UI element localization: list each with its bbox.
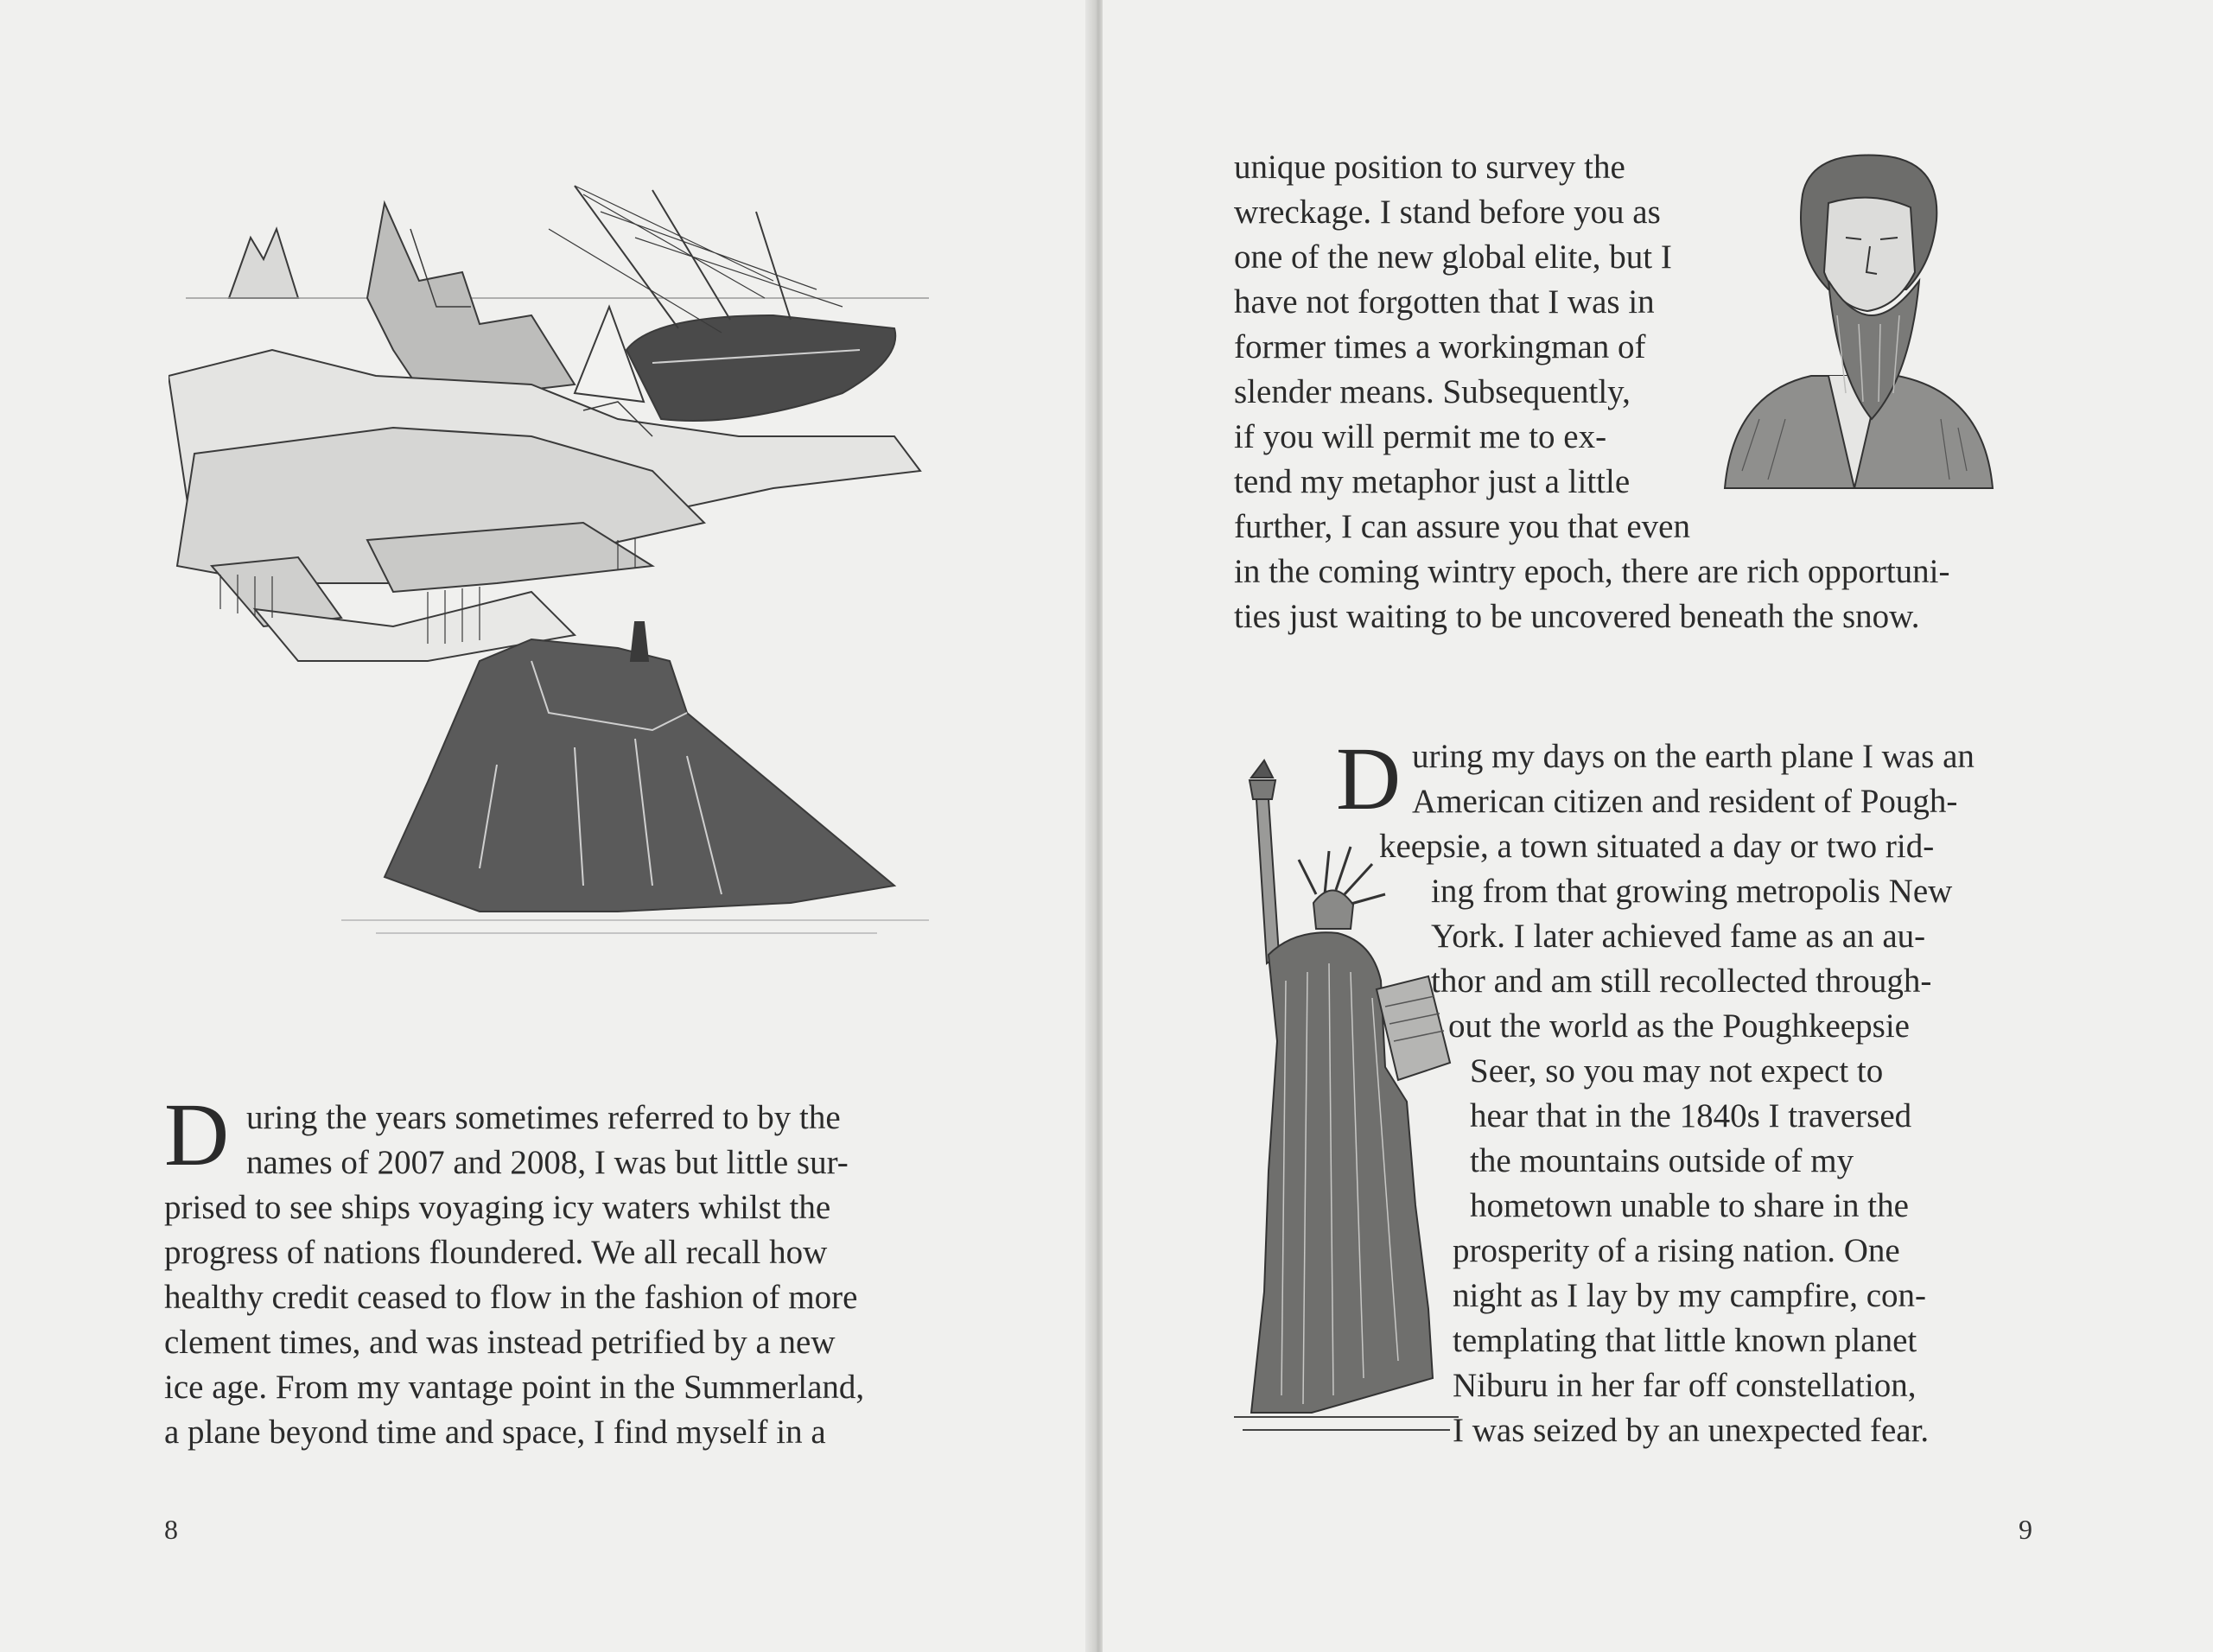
right-bottom-paragraph	[1336, 729, 1975, 1453]
text-line: one of the new global elite, but I	[1234, 238, 1672, 276]
left-page	[0, 0, 1094, 1652]
text-line: in the coming wintry epoch, there are rich opportuni-	[1234, 553, 1950, 590]
text-line: a plane beyond time and space, I find myself in a	[164, 1414, 826, 1451]
text-line: hear that in the 1840s I traversed	[1470, 1097, 1912, 1134]
text-line: further, I can assure you that even	[1234, 508, 1690, 545]
text-line: if you will permit me to ex-	[1234, 418, 1607, 455]
text-line: ties just waiting to be uncovered beneath the snow.	[1234, 598, 1920, 635]
text-line: keepsie, a town situated a day or two rid-	[1379, 828, 1935, 865]
text-line: ing from that growing metropolis New	[1431, 873, 1953, 910]
right-page	[1103, 0, 2213, 1652]
drop-cap-right: D	[1336, 729, 1402, 829]
text-line: names of 2007 and 2008, I was but little sur-	[246, 1144, 849, 1181]
page-number-left: 8	[164, 1514, 178, 1545]
text-line: hometown unable to share in the	[1470, 1187, 1909, 1224]
text-line: templating that little known planet	[1453, 1322, 1917, 1359]
left-paragraph	[164, 1096, 864, 1455]
text-line: York. I later achieved fame as an au-	[1431, 918, 1926, 955]
text-line: out the world as the Poughkeepsie	[1448, 1007, 1910, 1045]
text-line: prosperity of a rising nation. One	[1453, 1232, 1900, 1269]
text-line: healthy credit ceased to flow in the fashion of more	[164, 1279, 858, 1316]
text-line: former times a workingman of	[1234, 328, 1646, 365]
text-line: tend my metaphor just a little	[1234, 463, 1631, 500]
text-line: the mountains outside of my	[1470, 1142, 1854, 1179]
drop-cap-left: D	[164, 1085, 230, 1185]
text-line: night as I lay by my campfire, con-	[1453, 1277, 1926, 1314]
text-line: progress of nations floundered. We all recall how	[164, 1234, 828, 1271]
shipwreck-in-ice-illustration	[169, 177, 946, 955]
text-line: prised to see ships voyaging icy waters whilst the	[164, 1189, 831, 1226]
text-line: I was seized by an unexpected fear.	[1453, 1412, 1930, 1449]
text-line: have not forgotten that I was in	[1234, 283, 1655, 321]
text-line: wreckage. I stand before you as	[1234, 194, 1661, 231]
text-line: unique position to survey the	[1234, 149, 1625, 186]
text-line: ice age. From my vantage point in the Summerland,	[164, 1369, 865, 1406]
text-line: thor and am still recollected through-	[1431, 963, 1932, 1000]
text-line: Niburu in her far off constellation,	[1453, 1367, 1917, 1404]
text-line: uring the years sometimes referred to by the	[246, 1099, 841, 1136]
text-line: American citizen and resident of Pough-	[1412, 783, 1958, 820]
text-line: Seer, so you may not expect to	[1470, 1052, 1884, 1090]
text-line: clement times, and was instead petrified by a new	[164, 1324, 836, 1361]
page-number-right: 9	[2019, 1514, 2032, 1545]
right-top-paragraph	[1234, 145, 1949, 639]
text-line: uring my days on the earth plane I was an	[1412, 738, 1975, 775]
text-line: slender means. Subsequently,	[1234, 373, 1631, 410]
